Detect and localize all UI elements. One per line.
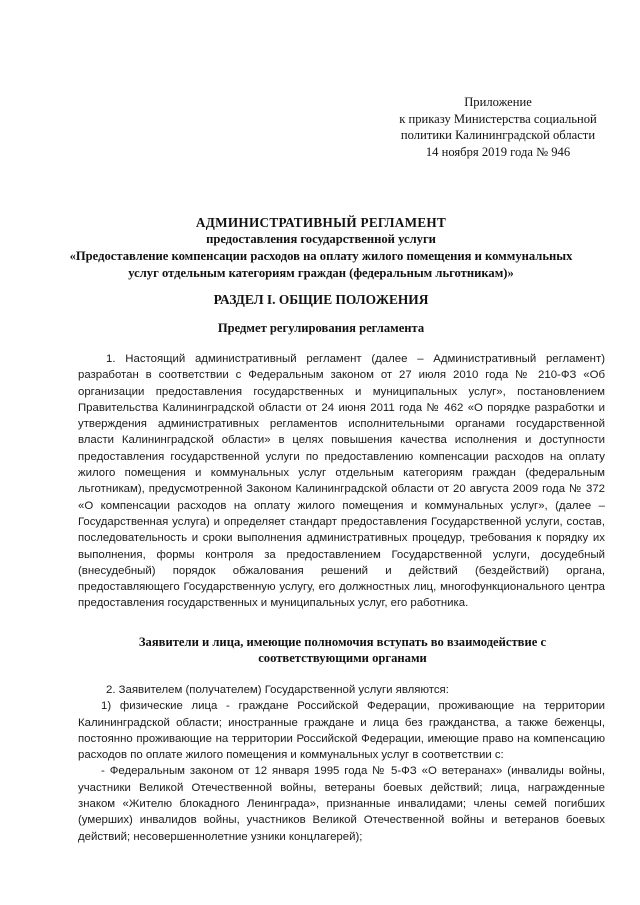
applicants-heading: Заявители и лица, имеющие полномочия вступать во взаимодействие с соответствующими органами bbox=[138, 635, 547, 665]
paragraph-1 bbox=[78, 351, 605, 612]
annex-line-3: политики Калининградской области bbox=[400, 128, 596, 142]
paragraph-2: 2. Заявителем (получателем) Государственной услуги являются: bbox=[106, 684, 449, 696]
paragraph-3: 1) физические лица - граждане Российской Федерации, проживающие на территории Калининградской области; иностранные граждане и лица без гражданства, а также беженцы, постоянно проживающие на территории Российской Федерации, имеющие право на компенсацию расходов по оплате жилого помещения и коммунальных услуг в соответствии с: bbox=[78, 700, 605, 762]
title-service-name: «Предоставление компенсации расходов на оплату жилого помещения и коммунальных услуг отдельным категориям граждан (федеральным льготникам)» bbox=[69, 249, 573, 280]
annex-note bbox=[388, 94, 608, 160]
paragraph-4: - Федеральным законом от 12 января 1995 года № 5-ФЗ «О ветеранах» (инвалиды войны, участники Великой Отечественной войны, ветераны боевых действий; лица, награжденные знаком «Жителю блокадного Ленинграда», признанные инвалидами; члены семей погибших (умерших) инвалидов войны, участников Великой Отечественной войны и ветеранов боевых действий; несовершеннолетние узники концлагерей); bbox=[78, 765, 605, 843]
document-title bbox=[60, 214, 582, 282]
title-subtitle: предоставления государственной услуги bbox=[206, 232, 436, 246]
title-main: АДМИНИСТРАТИВНЫЙ РЕГЛАМЕНТ bbox=[195, 215, 447, 230]
applicants-list bbox=[78, 682, 605, 845]
annex-line-2: к приказу Министерства социальной bbox=[399, 111, 597, 126]
paragraph-1-text: 1. Настоящий административный регламент (далее – Административный регламент) разработан в соответствии с Федеральным законом от 27 июля 2010 года № 210-ФЗ «Об организации предоставления государственных и муниципальных услуг», постановлением Правительства Калининградской области от 24 июня 2011 года № 462 «О порядке разработки и утверждения административных регламентов исполнительными органами государственной власти Калининградской области» в целях повышения качества исполнения и доступности предоставления государственной услуги по предоставлению компенсации расходов на оплату жилого помещения и коммунальных услуг отдельным категориям граждан (федеральным льготникам), предусмотренной Законом Калининградской области от 20 августа 2009 года № 372 «О компенсации расходов на оплату жилого помещения и коммунальных услуг», (далее – Государственная услуга) и определяет стандарт предоставления Государственной услуги, состав, последовательность и сроки выполнения административных процедур, требования к порядку их выполнения, формы контроля за предоставлением Государственной услуги, досудебный (внесудебный) порядок обжалования решений и действий (бездействий) органа, предоставляющего Государственную услугу, его должностных лиц, многофункционального центра предоставления государственных и муниципальных услуг, его работника. bbox=[78, 353, 605, 610]
annex-line-1: Приложение bbox=[464, 95, 532, 109]
section-heading: РАЗДЕЛ I. ОБЩИЕ ПОЛОЖЕНИЯ bbox=[213, 292, 429, 307]
subject-heading: Предмет регулирования регламента bbox=[217, 321, 425, 335]
annex-line-4: 14 ноября 2019 года № 946 bbox=[425, 144, 571, 159]
